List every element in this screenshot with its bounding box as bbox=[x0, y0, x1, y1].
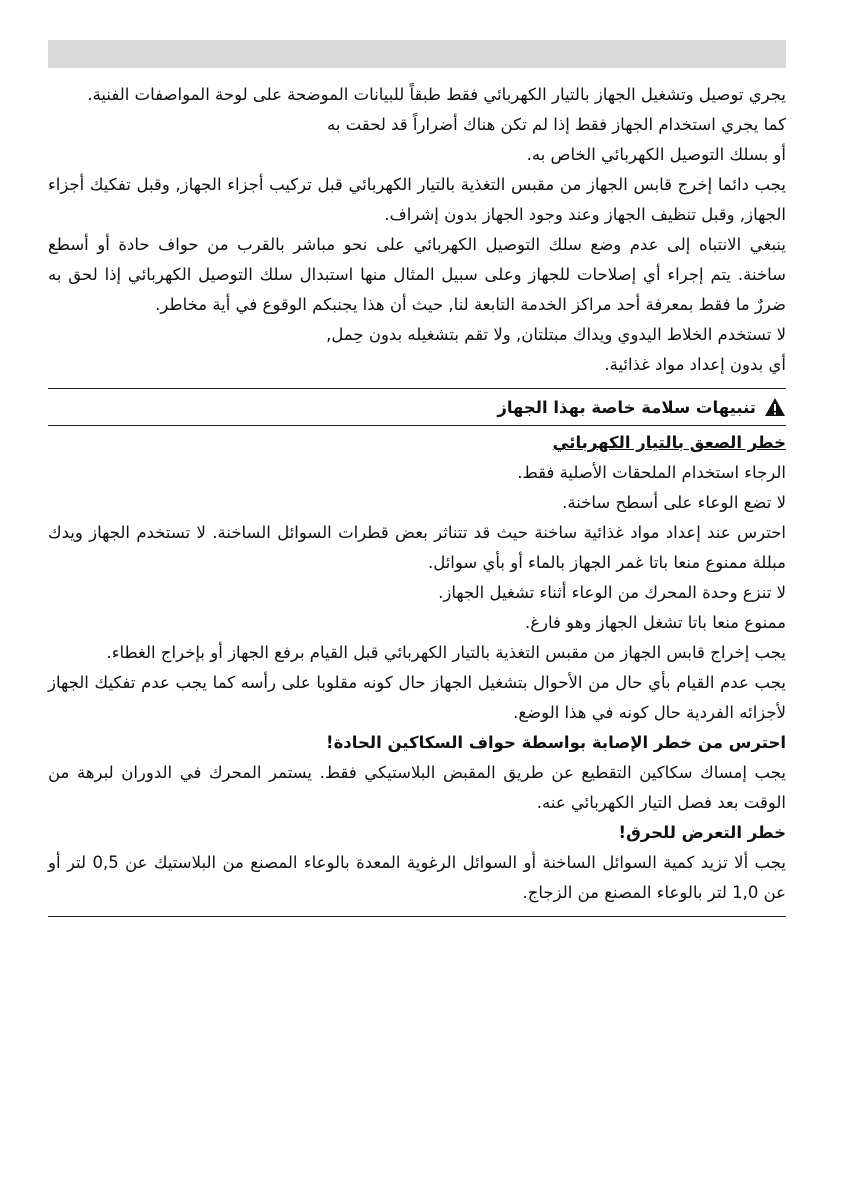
shock-paragraph-2: لا تضع الوعاء على أسطح ساخنة. bbox=[562, 493, 786, 512]
divider-bottom bbox=[48, 916, 786, 917]
shock-paragraph-4: لا تنزع وحدة المحرك من الوعاء أثناء تشغيل الجهاز. bbox=[438, 583, 786, 602]
blades-title: احترس من خطر الإصابة بواسطة حواف السكاكين الحادة! bbox=[326, 733, 786, 752]
burn-title: خطر التعرض للحرق! bbox=[618, 823, 786, 842]
intro-paragraph-3: يجب دائما إخرج قابس الجهاز من مقبس التغذية بالتيار الكهربائي قبل تركيب أجزاء الجهاز, وقبل تفكيك أجزاء الجهاز, وقبل تنظيف الجهاز وعند وجود الجهاز بدون إشراف. bbox=[48, 175, 786, 224]
burn-section bbox=[48, 818, 786, 908]
warning-triangle-icon bbox=[764, 397, 786, 417]
shock-paragraph-3: احترس عند إعداد مواد غذائية ساخنة حيث قد تتناثر بعض قطرات السوائل الساخنة. لا تستخدم الجهاز ويدك مبللة ممنوع منعا باتا غمر الجهاز بالماء أو بأي سوائل. bbox=[48, 523, 786, 572]
header-bar bbox=[48, 40, 786, 68]
shock-paragraph-7: يجب عدم القيام بأي حال من الأحوال بتشغيل الجهاز حال كونه مقلوبا على رأسه كما يجب عدم تفكيك الجهاز لأجزائه الفردية حال كونه في هذا الوضع. bbox=[48, 673, 786, 722]
shock-title: خطر الصعق بالتيار الكهربائي bbox=[552, 433, 786, 452]
safety-heading-title: تنبيهات سلامة خاصة بهذا الجهاز bbox=[497, 397, 756, 417]
intro-paragraph-5b: أي بدون إعداد مواد غذائية. bbox=[604, 355, 786, 374]
intro-paragraph-2a: كما يجري استخدام الجهاز فقط إذا لم تكن هناك أضراراً قد لحقت به bbox=[326, 115, 786, 134]
intro-section bbox=[48, 80, 786, 380]
burn-paragraph-1: يجب ألا تزيد كمية السوائل الساخنة أو السوائل الرغوية المعدة بالوعاء المصنع من البلاستيك عن 0,5 لتر أو عن 1,0 لتر بالوعاء المصنع من الزجاج. bbox=[48, 853, 786, 902]
shock-section bbox=[48, 428, 786, 728]
intro-paragraph-2b: أو بسلك التوصيل الكهربائي الخاص به. bbox=[526, 145, 786, 164]
shock-paragraph-1: الرجاء استخدام الملحقات الأصلية فقط. bbox=[517, 463, 786, 482]
safety-heading bbox=[48, 389, 786, 425]
intro-paragraph-5a: لا تستخدم الخلاط اليدوي ويداك مبتلتان, ولا تقم بتشغيله بدون حِمل, bbox=[326, 325, 786, 344]
intro-paragraph-1: يجري توصيل وتشغيل الجهاز بالتيار الكهربائي فقط طبقاً للبيانات الموضحة على لوحة المواصفات الفنية. bbox=[87, 85, 786, 104]
manual-page bbox=[48, 40, 786, 917]
shock-paragraph-6: يجب إخراج قابس الجهاز من مقبس التغذية بالتيار الكهربائي قبل القيام برفع الجهاز أو بإخراج الغطاء. bbox=[106, 643, 786, 662]
blades-section bbox=[48, 728, 786, 818]
shock-paragraph-5: ممنوع منعا باتا تشغل الجهاز وهو فارغ. bbox=[524, 613, 786, 632]
blades-paragraph-1: يجب إمساك سكاكين التقطيع عن طريق المقبض البلاستيكي فقط. يستمر المحرك في الدوران لبرهة من الوقت بعد فصل التيار الكهربائي عنه. bbox=[48, 763, 786, 812]
divider-heading bbox=[48, 425, 786, 426]
intro-paragraph-4: ينبغي الانتباه إلى عدم وضع سلك التوصيل الكهربائي على نحو مباشر بالقرب من حواف حادة أو أسطع ساخنة. يتم إجراء أي إصلاحات للجهاز وعلى سبيل المثال منها استبدال سلك التوصيل الكهربائي إذا لحق به ضررٌ ما فقط بمعرفة أحد مراكز الخدمة التابعة لنا, حيث أن هذا يجنبكم الوقوع في أية مخاطر. bbox=[48, 235, 786, 314]
